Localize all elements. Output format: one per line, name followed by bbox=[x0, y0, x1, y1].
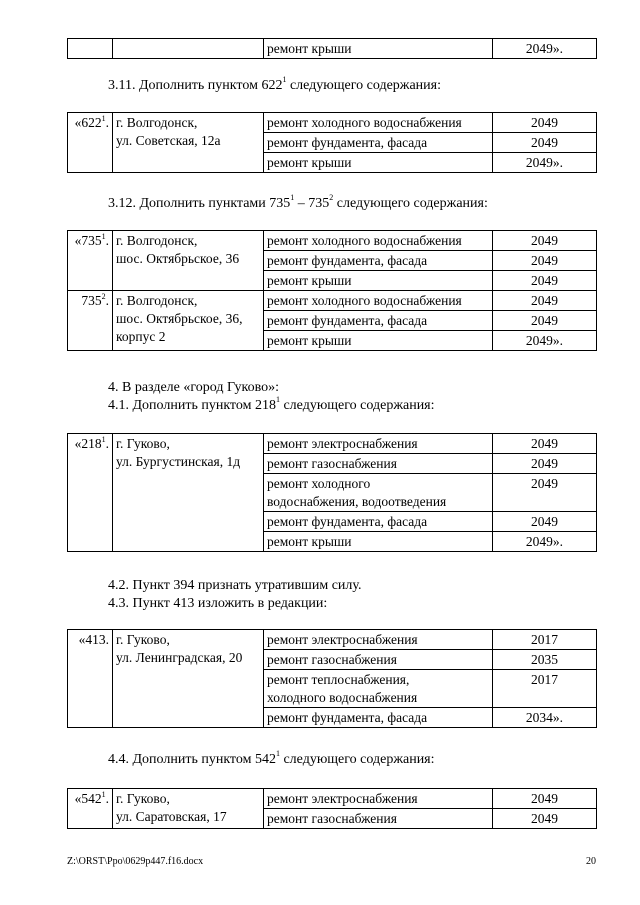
page-number: 20 bbox=[586, 856, 596, 867]
table-row bbox=[68, 434, 597, 454]
year-cell: 2049 bbox=[493, 474, 597, 512]
table-item-622-1 bbox=[67, 112, 597, 173]
work-type-cell: ремонт газоснабжения bbox=[264, 809, 493, 829]
superscript: 1 bbox=[275, 395, 280, 405]
year-cell: 2017 bbox=[493, 670, 597, 708]
work-type-cell: ремонт фундамента, фасада bbox=[264, 133, 493, 153]
work-type-cell: ремонт холодного водоснабжения bbox=[264, 231, 493, 251]
paragraph-4-1 bbox=[108, 397, 435, 415]
work-type-cell: ремонт газоснабжения bbox=[264, 650, 493, 670]
item-number-dot: . bbox=[105, 293, 109, 308]
item-number-dot: . bbox=[105, 791, 109, 806]
paragraph-4-3: 4.3. Пункт 413 изложить в редакции: bbox=[108, 596, 328, 611]
year-cell: 2049 bbox=[493, 291, 597, 311]
year-cell: 2035 bbox=[493, 650, 597, 670]
work-type-cell: ремонт холодного водоснабжения, водоотведения bbox=[264, 474, 493, 512]
paragraph-4-4 bbox=[108, 751, 435, 769]
work-type-cell: ремонт теплоснабжения, холодного водоснабжения bbox=[264, 670, 493, 708]
work-type-cell: ремонт холодного водоснабжения bbox=[264, 291, 493, 311]
paragraph-3-12 bbox=[108, 195, 488, 213]
work-type-cell: ремонт фундамента, фасада bbox=[264, 708, 493, 728]
footer-file-path: Z:\ORST\Ppo\0629p447.f16.docx bbox=[67, 856, 204, 867]
work-type-cell: ремонт электроснабжения bbox=[264, 630, 493, 650]
year-cell: 2049 bbox=[493, 271, 597, 291]
work-type-cell: ремонт электроснабжения bbox=[264, 789, 493, 809]
work-type-cell: ремонт крыши bbox=[264, 532, 493, 552]
year-cell: 2049 bbox=[493, 231, 597, 251]
year-cell: 2049». bbox=[493, 153, 597, 173]
paragraph-text: – 735 bbox=[294, 196, 330, 211]
address-cell: г. Гуково, ул. Саратовская, 17 bbox=[113, 789, 264, 829]
work-type-cell: ремонт фундамента, фасада bbox=[264, 251, 493, 271]
year-cell: 2049 bbox=[493, 311, 597, 331]
work-type-cell: ремонт фундамента, фасада bbox=[264, 512, 493, 532]
table-row bbox=[68, 113, 597, 133]
work-type-cell: ремонт фундамента, фасада bbox=[264, 311, 493, 331]
work-type-cell: ремонт холодного водоснабжения bbox=[264, 113, 493, 133]
superscript: 1 bbox=[290, 193, 295, 203]
year-cell: 2049». bbox=[493, 532, 597, 552]
year-cell: 2049 bbox=[493, 113, 597, 133]
work-type-cell: ремонт газоснабжения bbox=[264, 454, 493, 474]
year-cell: 2049 bbox=[493, 133, 597, 153]
item-number-cell bbox=[68, 231, 113, 291]
item-number-cell bbox=[68, 39, 113, 59]
superscript: 2 bbox=[329, 193, 334, 203]
work-type-cell: ремонт крыши bbox=[264, 331, 493, 351]
table-row bbox=[68, 630, 597, 650]
superscript: 1 bbox=[282, 75, 287, 85]
item-number-cell: «413. bbox=[68, 630, 113, 728]
table-row bbox=[68, 789, 597, 809]
item-number-dot: . bbox=[105, 233, 109, 248]
item-number: «735 bbox=[74, 233, 102, 248]
work-type-cell: ремонт крыши bbox=[264, 271, 493, 291]
item-number-cell bbox=[68, 291, 113, 351]
paragraph-text: 3.11. Дополнить пунктом 622 bbox=[108, 78, 283, 93]
year-cell: 2049». bbox=[493, 39, 597, 59]
item-number-dot: . bbox=[105, 115, 109, 130]
work-type-cell: ремонт электроснабжения bbox=[264, 434, 493, 454]
item-number: 735 bbox=[81, 293, 102, 308]
table-continuation bbox=[67, 38, 597, 59]
superscript: 1 bbox=[101, 231, 106, 241]
table-row bbox=[68, 291, 597, 311]
table-row bbox=[68, 231, 597, 251]
year-cell: 2049 bbox=[493, 512, 597, 532]
paragraph-text: 4.1. Дополнить пунктом 218 bbox=[108, 398, 276, 413]
table-item-413 bbox=[67, 629, 597, 728]
paragraph-text: 3.12. Дополнить пунктами 735 bbox=[108, 196, 291, 211]
address-cell: г. Волгодонск, ул. Советская, 12а bbox=[113, 113, 264, 173]
superscript: 1 bbox=[101, 789, 106, 799]
paragraph-text: 4.4. Дополнить пунктом 542 bbox=[108, 752, 276, 767]
year-cell: 2049». bbox=[493, 331, 597, 351]
item-number: «218 bbox=[74, 436, 102, 451]
year-cell: 2049 bbox=[493, 251, 597, 271]
item-number-cell bbox=[68, 434, 113, 552]
work-type-cell: ремонт крыши bbox=[264, 39, 493, 59]
year-cell: 2034». bbox=[493, 708, 597, 728]
paragraph-text: следующего содержания: bbox=[333, 196, 488, 211]
superscript: 1 bbox=[101, 434, 106, 444]
address-cell bbox=[113, 39, 264, 59]
address-cell: г. Гуково, ул. Бургустинская, 1д bbox=[113, 434, 264, 552]
address-cell: г. Волгодонск, шос. Октябрьское, 36 bbox=[113, 231, 264, 291]
address-cell: г. Гуково, ул. Ленинградская, 20 bbox=[113, 630, 264, 728]
paragraph-text: следующего содержания: bbox=[279, 398, 435, 413]
item-number-dot: . bbox=[105, 436, 109, 451]
paragraph-4: 4. В разделе «город Гуково»: bbox=[108, 380, 280, 395]
year-cell: 2049 bbox=[493, 789, 597, 809]
superscript: 1 bbox=[101, 113, 106, 123]
item-number-cell bbox=[68, 789, 113, 829]
superscript: 1 bbox=[275, 749, 280, 759]
table-item-542-1 bbox=[67, 788, 597, 829]
year-cell: 2017 bbox=[493, 630, 597, 650]
table-row bbox=[68, 39, 597, 59]
year-cell: 2049 bbox=[493, 809, 597, 829]
item-number: «542 bbox=[74, 791, 102, 806]
item-number-cell bbox=[68, 113, 113, 173]
table-items-735 bbox=[67, 230, 597, 351]
address-cell: г. Волгодонск, шос. Октябрьское, 36, корпус 2 bbox=[113, 291, 264, 351]
year-cell: 2049 bbox=[493, 434, 597, 454]
paragraph-text: следующего содержания: bbox=[286, 78, 441, 93]
item-number: «622 bbox=[74, 115, 102, 130]
table-item-218-1 bbox=[67, 433, 597, 552]
paragraph-3-11 bbox=[108, 77, 441, 95]
paragraph-4-2: 4.2. Пункт 394 признать утратившим силу. bbox=[108, 578, 362, 593]
year-cell: 2049 bbox=[493, 454, 597, 474]
paragraph-text: следующего содержания: bbox=[279, 752, 435, 767]
work-type-cell: ремонт крыши bbox=[264, 153, 493, 173]
superscript: 2 bbox=[101, 291, 106, 301]
